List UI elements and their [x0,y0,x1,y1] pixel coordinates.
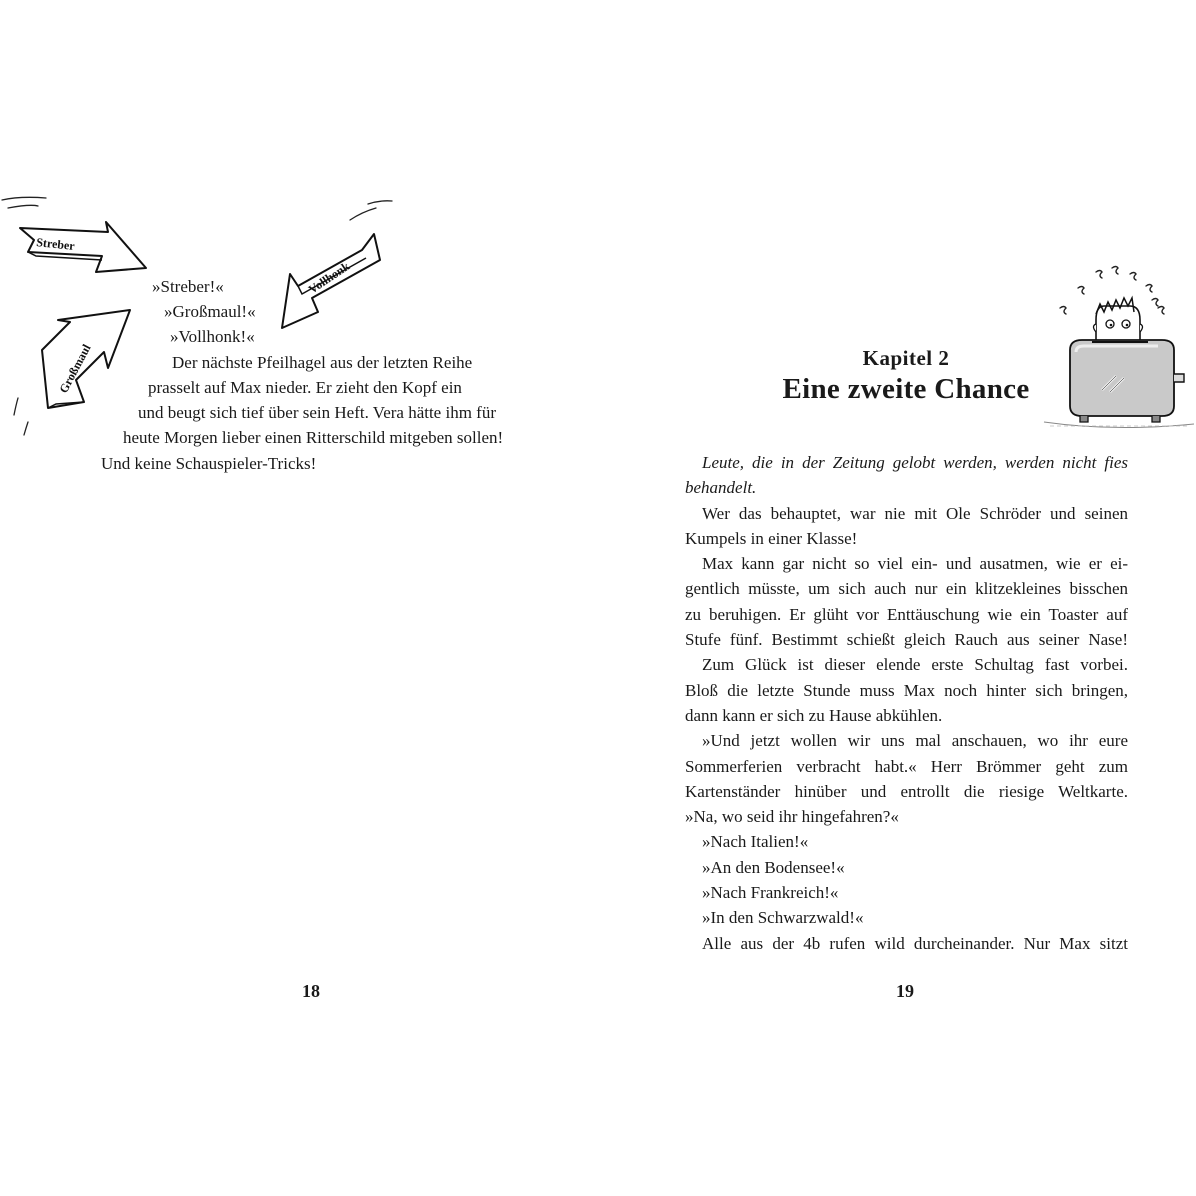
page-number-right: 19 [896,981,914,1001]
text-line: »Vollhonk!« [170,327,255,346]
text-line: Und keine Schauspieler-Tricks! [101,454,317,473]
text-line: Kartenständer hinüber und entrollt die riesige Weltkarte. [685,781,1128,801]
text-line: Stufe fünf. Bestimmt schießt gleich Rauch aus seiner Nase! [685,630,1128,650]
grossmaul-arrow-icon [42,310,130,408]
text-line: heute Morgen lieber einen Ritterschild mitgeben sollen! [123,428,504,447]
text-line: Der nächste Pfeilhagel aus der letzten Reihe [172,353,473,372]
text-line: »Und jetzt wollen wir uns mal anschauen, wo ihr eure [702,731,1128,751]
vollhonk-arrow-label: Vollhonk [305,259,353,297]
text-line: »An den Bodensee!« [702,857,845,877]
chapter-label: Kapitel 2 [862,346,950,370]
text-line: Alle aus der 4b rufen wild durcheinander. Nur Max sitzt [702,933,1128,953]
text-line: Sommerferien verbracht habt.« Herr Brömmer geht zum [685,756,1128,776]
text-line: Leute, die in der Zeitung gelobt werden, werden nicht fies [702,453,1128,472]
chapter-heading [780,345,1032,407]
text-line: dann kann er sich zu Hause abkühlen. [685,705,943,725]
toaster-boy-icon [1040,262,1196,432]
text-line: Kumpels in einer Klasse! [685,528,858,548]
chapter-title: Eine zweite Chance [782,373,1030,405]
streber-arrow-icon [20,222,146,272]
text-line: und beugt sich tief über sein Heft. Vera hätte ihm für [138,403,496,422]
right-page-text [685,450,1128,956]
toaster-svg [1040,262,1196,432]
text-line: Wer das behauptet, war nie mit Ole Schröder und seinen [702,503,1128,523]
text-line: Max kann gar nicht so viel ein- und ausatmen, wie er ei- [702,554,1128,574]
text-line: »Nach Italien!« [702,832,809,852]
grossmaul-arrow-label: Großmaul [56,341,94,396]
text-line: »Streber!« [152,277,224,296]
streber-arrow-label: Streber [35,235,76,254]
text-line: »Na, wo seid ihr hingefahren?« [685,807,899,827]
text-line: prasselt auf Max nieder. Er zieht den Kopf ein [148,378,462,397]
text-line: »Großmaul!« [164,302,256,321]
vollhonk-arrow-icon [282,234,380,328]
text-line: zu beruhigen. Er glüht vor Enttäuschung wie ein Toaster auf [685,604,1128,624]
text-line: Bloß die letzte Stunde muss Max noch hinter sich bringen, [685,680,1128,700]
text-line: Zum Glück ist dieser elende erste Schultag fast vorbei. [702,655,1128,675]
text-line: »Nach Frankreich!« [702,883,839,903]
text-line: »In den Schwarzwald!« [702,908,864,928]
page-number-left: 18 [302,981,320,1001]
text-line: behandelt. [685,478,757,498]
text-line: gentlich müsste, um sich auch nur ein klitzekleines bisschen [685,579,1128,599]
